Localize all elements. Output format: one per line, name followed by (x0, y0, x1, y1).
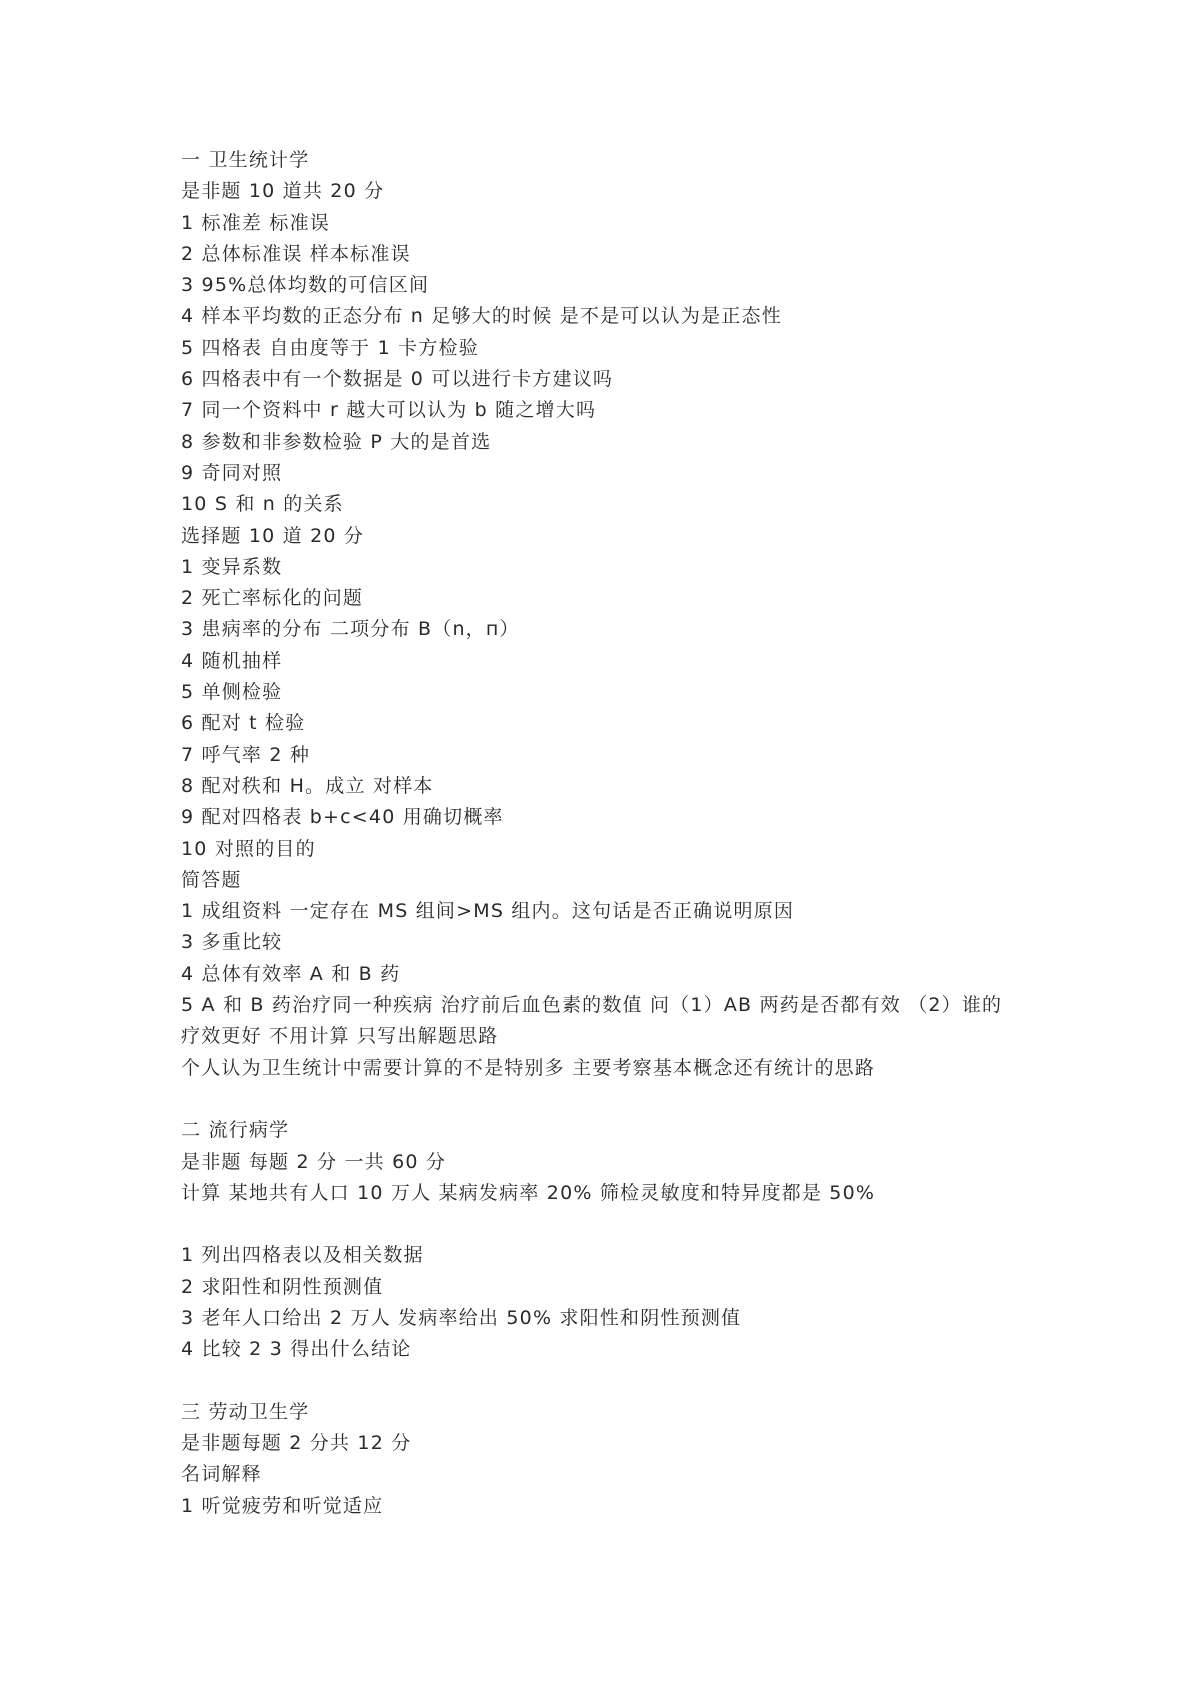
blank-line (181, 1366, 1041, 1397)
text-line: 9 配对四格表 b+c<40 用确切概率 (181, 806, 504, 829)
text-line: 1 变异系数 (181, 555, 283, 578)
text-line: 4 比较 2 3 得出什么结论 (181, 1338, 412, 1361)
text-line: 1 成组资料 一定存在 MS 组间>MS 组内。这句话是否正确说明原因 (181, 900, 795, 923)
text-line: 6 四格表中有一个数据是 0 可以进行卡方建议吗 (181, 368, 614, 391)
text-line: 9 奇同对照 (181, 461, 283, 484)
text-line: 7 同一个资料中 r 越大可以认为 b 随之增大吗 (181, 399, 597, 422)
document-body (181, 145, 1041, 1522)
text-line: 5 A 和 B 药治疗同一种疾病 治疗前后血色素的数值 问（1）AB 两药是否都有效 （2）谁的 (181, 994, 1003, 1017)
text-line: 个人认为卫生统计中需要计算的不是特别多 主要考察基本概念还有统计的思路 (181, 1056, 876, 1079)
true-false-heading: 是非题 每题 2 分 一共 60 分 (181, 1150, 447, 1173)
text-line: 6 配对 t 检验 (181, 712, 306, 735)
text-line: 1 听觉疲劳和听觉适应 (181, 1494, 384, 1517)
text-line: 1 列出四格表以及相关数据 (181, 1244, 424, 1267)
text-line: 5 四格表 自由度等于 1 卡方检验 (181, 336, 479, 359)
text-line: 8 配对秩和 H。成立 对样本 (181, 774, 434, 797)
text-line: 2 总体标准误 样本标准误 (181, 242, 411, 265)
section-title-occupational-health: 三 劳动卫生学 (181, 1400, 310, 1423)
text-line: 3 患病率的分布 二项分布 B（n，п） (181, 618, 520, 641)
text-line: 3 95%总体均数的可信区间 (181, 274, 430, 297)
text-line: 10 对照的目的 (181, 837, 316, 860)
text-line: 计算 某地共有人口 10 万人 某病发病率 20% 筛检灵敏度和特异度都是 50% (181, 1181, 876, 1204)
text-line: 4 随机抽样 (181, 649, 283, 672)
section-title-health-statistics: 一 卫生统计学 (181, 149, 310, 171)
text-line: 10 S 和 n 的关系 (181, 493, 344, 516)
blank-line (181, 1084, 1041, 1115)
section-title-epidemiology: 二 流行病学 (181, 1119, 290, 1142)
text-line: 4 样本平均数的正态分布 n 足够大的时候 是不是可以认为是正态性 (181, 305, 782, 328)
short-answer-heading: 简答题 (181, 868, 242, 891)
text-line: 7 呼气率 2 种 (181, 743, 311, 766)
true-false-heading: 是非题 10 道共 20 分 (181, 180, 385, 203)
text-line: 3 老年人口给出 2 万人 发病率给出 50% 求阳性和阴性预测值 (181, 1306, 742, 1329)
text-line: 4 总体有效率 A 和 B 药 (181, 962, 401, 985)
text-line: 1 标准差 标准误 (181, 211, 330, 234)
term-explanation-heading: 名词解释 (181, 1463, 262, 1486)
text-line: 3 多重比较 (181, 931, 283, 954)
text-line: 疗效更好 不用计算 只写出解题思路 (181, 1025, 499, 1048)
blank-line (181, 1209, 1041, 1240)
text-line: 5 单侧检验 (181, 681, 283, 704)
text-line: 2 死亡率标化的问题 (181, 587, 364, 610)
multiple-choice-heading: 选择题 10 道 20 分 (181, 524, 365, 547)
text-line: 2 求阳性和阴性预测值 (181, 1275, 384, 1298)
text-line: 8 参数和非参数检验 P 大的是首选 (181, 430, 492, 453)
true-false-heading: 是非题每题 2 分共 12 分 (181, 1432, 412, 1455)
